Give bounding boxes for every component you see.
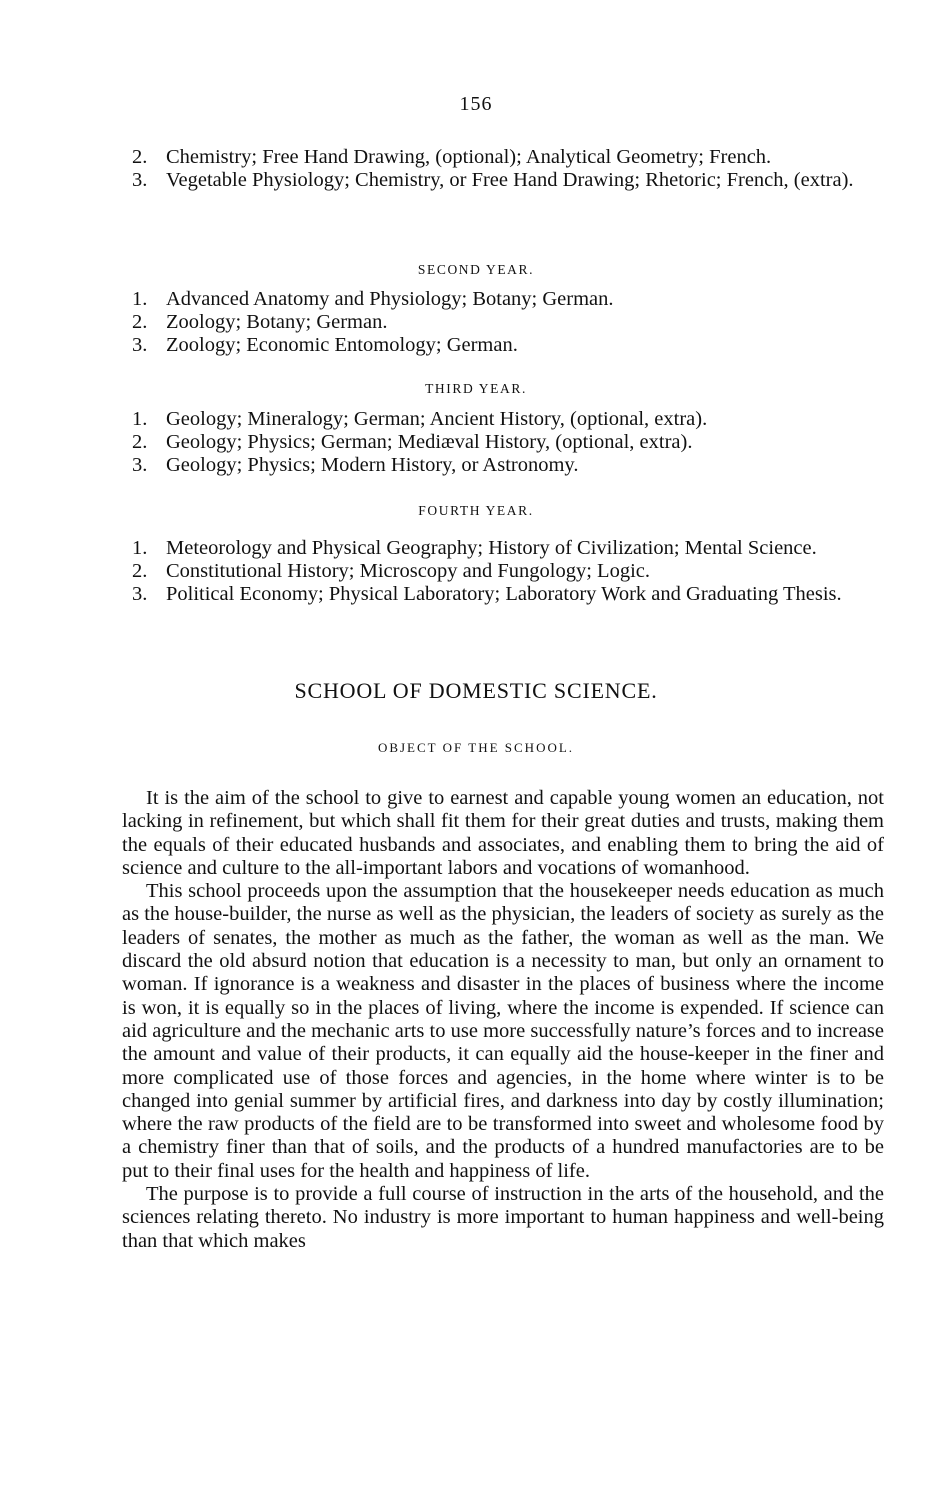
item-number: 3. [132,454,148,476]
object-heading: OBJECT OF THE SCHOOL. [377,740,575,755]
item-text: Constitutional History; Microscopy and Fungology; Logic. [166,560,651,582]
item-text: Meteorology and Physical Geography; History of Civilization; Mental Science. [166,537,817,559]
second-year-list [118,288,888,357]
list-item [118,537,888,560]
item-text: Geology; Physics; German; Mediæval History, (optional, extra). [166,431,693,453]
paragraph: It is the aim of the school to give to earnest and capable young women an education, not lacking in refinement, but which shall fit them for their great duties and trusts, making them the equals of their educated husbands and associates, and enabling them to bring the aid of science and culture to the all-important labors and vocations of womanhood. [122,787,884,879]
fourth-year-list [118,537,888,606]
list-item [118,169,888,192]
third-year-heading: THIRD YEAR. [425,381,527,396]
item-text: Vegetable Physiology; Chemistry, or Free Hand Drawing; Rhetoric; French, (extra). [166,169,854,191]
item-text: Zoology; Economic Entomology; German. [166,334,518,356]
item-text: Geology; Physics; Modern History, or Astronomy. [166,454,579,476]
item-text: Chemistry; Free Hand Drawing, (optional); Analytical Geometry; French. [166,146,772,168]
second-year-heading: SECOND YEAR. [417,262,535,277]
item-text: Political Economy; Physical Laboratory; Laboratory Work and Graduating Thesis. [166,583,842,605]
page-number: 156 [459,93,493,115]
item-number: 3. [132,169,148,191]
item-number: 3. [132,334,148,356]
paragraph: This school proceeds upon the assumption that the housekeeper needs education as much as the house-builder, the nurse as well as the physician, the leaders of society as surely as the leaders of senates, the mother as much as the father, the woman as well as the man. We discard the old absurd notion that education is a necessity to man, but only an ornament to woman. If ignorance is a weakness and disaster in the places of business where the income is won, it is equally so in the places of living, where the income is expended. If science can aid agriculture and the mechanic arts to use more successfully nature’s forces and to increase the amount and value of their products, it can equally aid the house-keeper in the finer and more complicated use of those forces and agencies, in the home where winter is to be changed into genial summer by artificial fires, and darkness into day by costly illumination; where the raw products of the field are to be transformed into sweet and wholesome food by a chemistry finer than that of soils, and the products of a hundred manufactories are to be put to their final uses for the health and happiness of life. [122,880,884,1182]
list-item [118,408,888,431]
item-text: Advanced Anatomy and Physiology; Botany; German. [166,288,614,310]
item-number: 2. [132,431,148,453]
item-number: 3. [132,583,148,605]
first-year-list [118,146,888,192]
item-number: 1. [132,288,148,310]
item-text: Zoology; Botany; German. [166,311,388,333]
list-item [118,334,888,357]
item-number: 2. [132,560,148,582]
item-number: 2. [132,146,148,168]
fourth-year-heading: FOURTH YEAR. [418,503,534,518]
list-item [118,560,888,583]
body-text [122,787,884,1253]
list-item [118,454,888,477]
item-number: 1. [132,537,148,559]
list-item [118,431,888,454]
item-number: 1. [132,408,148,430]
item-text: Geology; Mineralogy; German; Ancient History, (optional, extra). [166,408,708,430]
item-number: 2. [132,311,148,333]
list-item [118,583,888,606]
third-year-list [118,408,888,477]
list-item [118,288,888,311]
paragraph: The purpose is to provide a full course of instruction in the arts of the household, and the sciences relating thereto. No industry is more important to human happiness and well-being than that which makes [122,1183,884,1252]
section-title: SCHOOL OF DOMESTIC SCIENCE. [294,678,658,703]
list-item [118,311,888,334]
list-item [118,146,888,169]
